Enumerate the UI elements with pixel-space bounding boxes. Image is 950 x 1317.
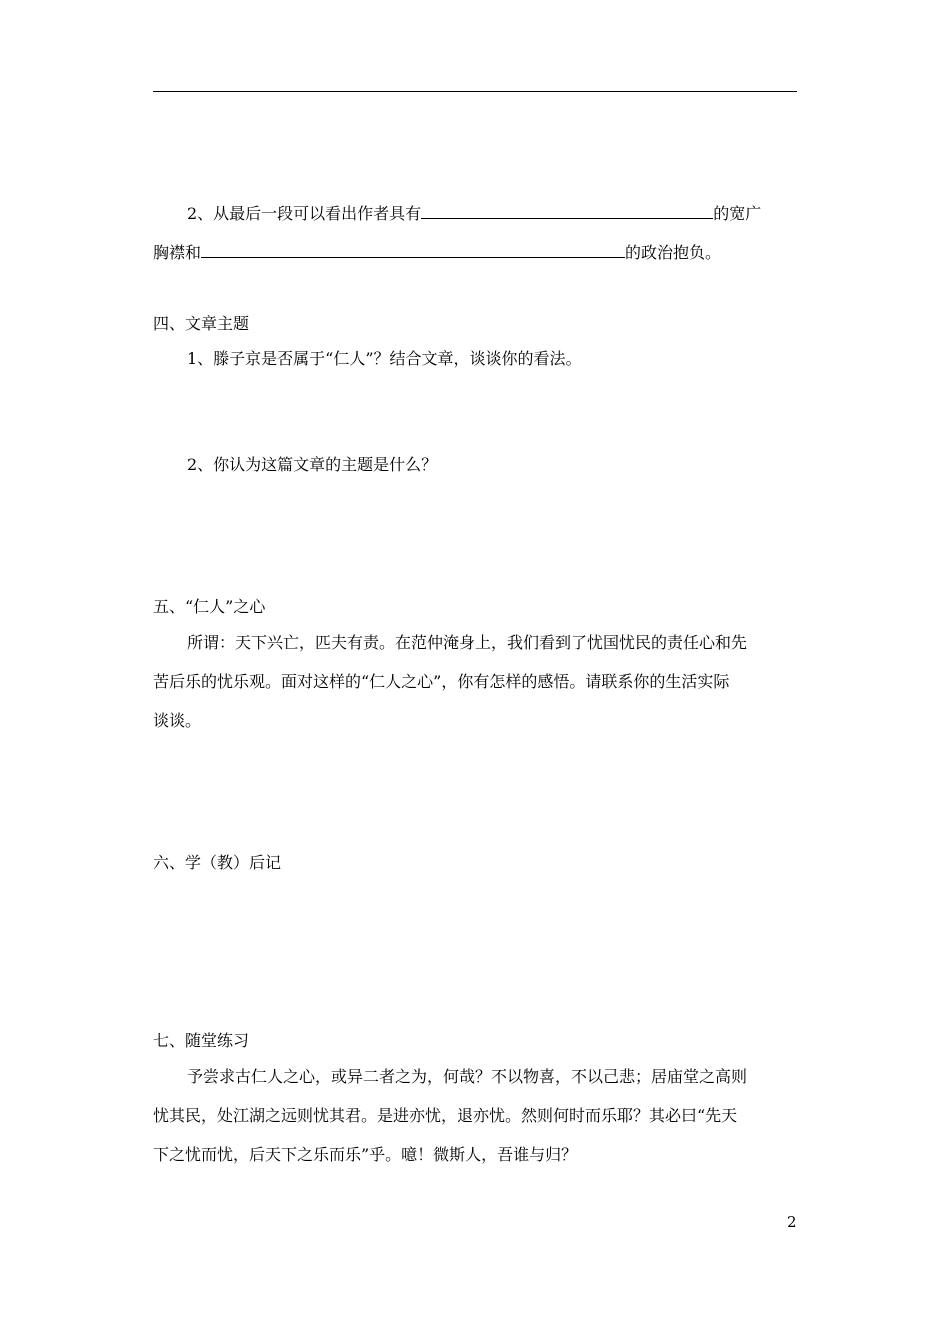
header-rule xyxy=(153,91,797,92)
section-6-heading: 六、学（教）后记 xyxy=(153,853,282,872)
section-4-question-1: 1、滕子京是否属于“仁人”？结合文章，谈谈你的看法。 xyxy=(187,349,582,368)
section-7-heading: 七、随堂练习 xyxy=(153,1031,250,1050)
question-text: 胸襟和 xyxy=(153,243,202,262)
answer-blank-2[interactable] xyxy=(201,241,625,258)
answer-blank-1[interactable] xyxy=(421,202,713,219)
question-text: 2、从最后一段可以看出作者具有 xyxy=(187,204,422,223)
section-7-passage-line-2: 忧其民，处江湖之远则忧其君。是进亦忧，退亦忧。然则何时而乐耶？其必曰“先天 xyxy=(153,1106,738,1125)
section-7-passage-line-3: 下之忧而忧，后天下之乐而乐”乎。噫！微斯人，吾谁与归？ xyxy=(153,1145,578,1164)
question-3-2-line-2 xyxy=(153,241,721,264)
question-text: 的政治抱负。 xyxy=(625,243,722,262)
section-5-heading: 五、“仁人”之心 xyxy=(153,597,266,616)
section-7-passage-line-1: 予尝求古仁人之心，或异二者之为，何哉？不以物喜，不以己悲；居庙堂之高则 xyxy=(187,1067,748,1086)
question-3-2-line-1 xyxy=(187,202,761,225)
question-text: 的宽广 xyxy=(713,204,762,223)
page-number: 2 xyxy=(787,1213,797,1231)
section-4-question-2: 2、你认为这篇文章的主题是什么？ xyxy=(187,455,438,474)
section-5-paragraph-line-3: 谈谈。 xyxy=(153,711,202,730)
section-5-paragraph-line-2: 苦后乐的忧乐观。面对这样的“仁人之心”，你有怎样的感悟。请联系你的生活实际 xyxy=(153,672,730,691)
section-4-heading: 四、文章主题 xyxy=(153,314,250,333)
section-5-paragraph-line-1: 所谓：天下兴亡，匹夫有责。在范仲淹身上，我们看到了忧国忧民的责任心和先 xyxy=(187,633,748,652)
